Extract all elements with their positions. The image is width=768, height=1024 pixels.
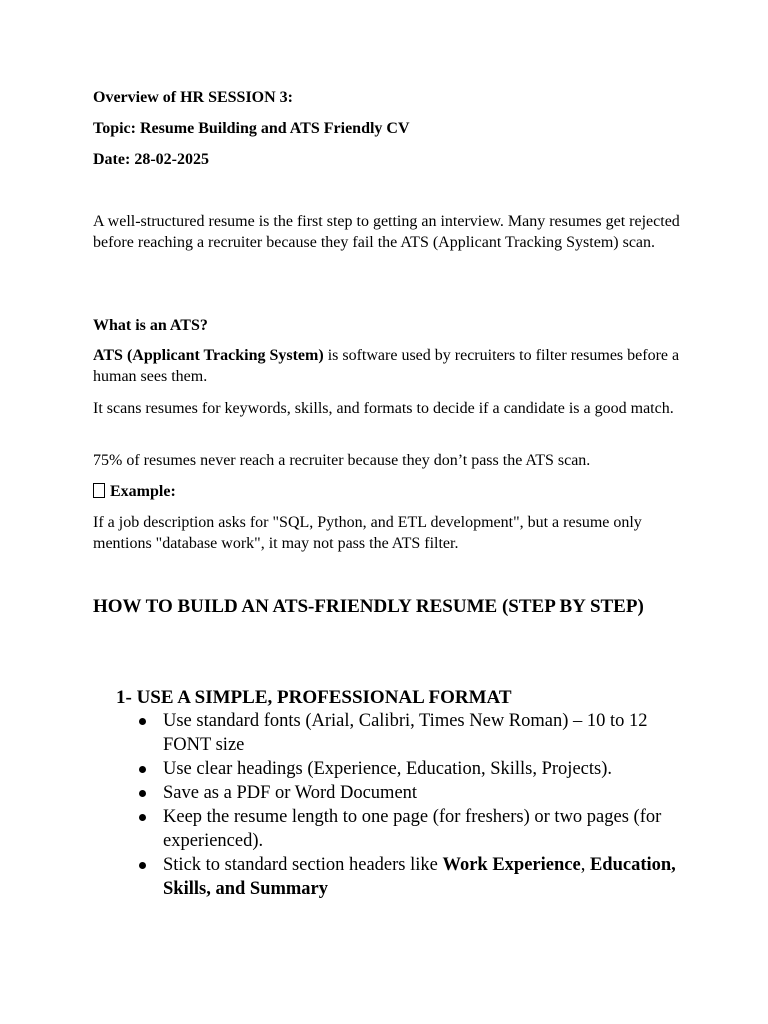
step-1-bullet-list — [139, 709, 679, 901]
bullet-icon — [139, 718, 146, 725]
bullet-icon — [139, 814, 146, 821]
bullet-text: Use standard fonts (Arial, Calibri, Times New Roman) – 10 to 12 FONT size — [163, 711, 648, 755]
example-paragraph: If a job description asks for "SQL, Python, and ETL development", but a resume only mentions "database work", it may not pass the ATS filter. — [93, 514, 642, 552]
bullet-icon — [139, 862, 146, 869]
list-item — [139, 805, 679, 853]
session-date: Date: 28-02-2025 — [93, 151, 209, 168]
bullet-icon — [139, 766, 146, 773]
intro-paragraph: A well-structured resume is the first step to getting an interview. Many resumes get rejected before reaching a recruiter because they fail the ATS (Applicant Tracking System) scan. — [93, 213, 680, 251]
list-item — [139, 757, 679, 781]
missing-glyph-icon — [93, 483, 105, 498]
step-1-number: 1- — [116, 687, 132, 708]
ats-definition-paragraph — [93, 345, 683, 387]
bullet-icon — [139, 790, 146, 797]
ats-question-heading: What is an ATS? — [93, 317, 208, 334]
list-item — [139, 781, 679, 805]
ats-definition: is software used by recruiters to filter resumes before a human sees them. — [93, 347, 680, 385]
section-heading: HOW TO BUILD AN ATS-FRIENDLY RESUME (STEP BY STEP) — [93, 596, 644, 617]
session-topic: Topic: Resume Building and ATS Friendly CV — [93, 120, 410, 137]
bullet-text: Stick to standard section headers like — [163, 855, 443, 875]
bullet-bold-text: Education, Skills, and Summary — [163, 855, 676, 899]
step-1-title: USE A SIMPLE, PROFESSIONAL FORMAT — [136, 687, 512, 708]
example-label: Example: — [110, 483, 176, 500]
ats-stat-paragraph: 75% of resumes never reach a recruiter because they don’t pass the ATS scan. — [93, 452, 591, 469]
list-item — [139, 853, 679, 901]
bullet-comma: , — [580, 855, 586, 875]
bullet-text: Save as a PDF or Word Document — [163, 783, 418, 803]
session-overview-title: Overview of HR SESSION 3: — [93, 89, 293, 106]
ats-scan-paragraph: It scans resumes for keywords, skills, and formats to decide if a candidate is a good match. — [93, 400, 674, 417]
bullet-text: Use clear headings (Experience, Education, Skills, Projects). — [163, 759, 612, 779]
bullet-text: Keep the resume length to one page (for freshers) or two pages (for experienced). — [163, 807, 662, 851]
ats-term: ATS (Applicant Tracking System) — [93, 347, 324, 364]
step-1-heading — [116, 686, 512, 710]
list-item — [139, 709, 679, 757]
bullet-bold-text: Work Experience — [442, 855, 581, 875]
example-heading — [93, 481, 683, 502]
